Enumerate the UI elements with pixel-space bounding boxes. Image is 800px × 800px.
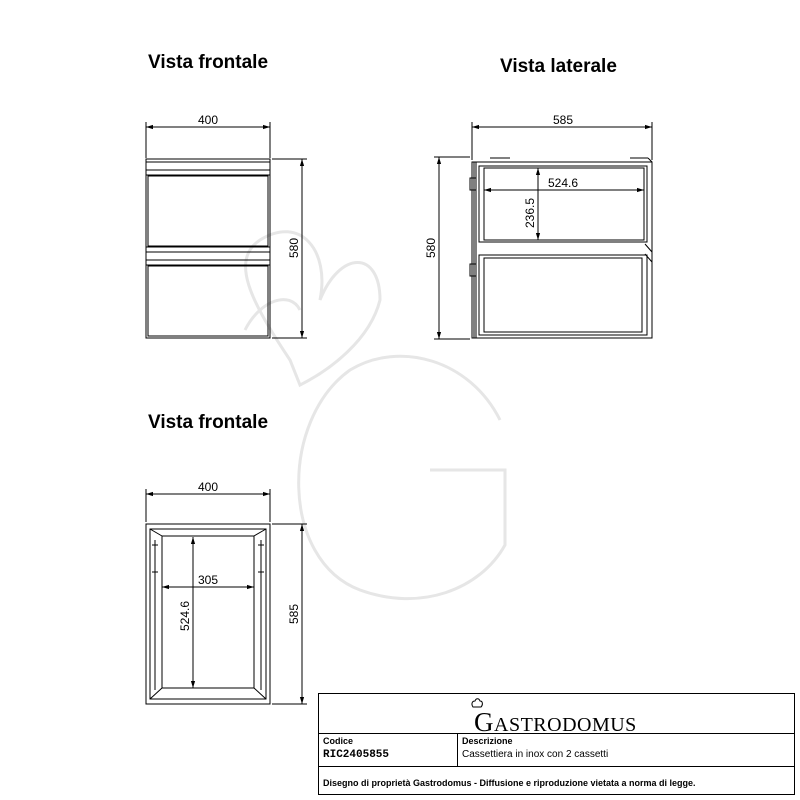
side-inner-height-label: 236.5 bbox=[523, 197, 537, 229]
front-top-height-label: 580 bbox=[287, 237, 301, 259]
front-view-top bbox=[146, 122, 307, 338]
front-bottom-inner-depth-label: 524.6 bbox=[178, 600, 192, 632]
front-view-bottom bbox=[146, 489, 307, 704]
description-label: Descrizione bbox=[462, 736, 513, 746]
watermark-logo bbox=[245, 232, 505, 599]
description-value: Cassettiera in inox con 2 cassetti bbox=[462, 749, 609, 760]
front-bottom-cabinet-outline bbox=[146, 524, 270, 704]
side-depth-label: 585 bbox=[552, 113, 574, 127]
side-height-label: 580 bbox=[424, 237, 438, 259]
front-top-drawer-2 bbox=[148, 266, 268, 336]
side-drawer-2 bbox=[479, 255, 647, 335]
front-bottom-width-label: 400 bbox=[197, 480, 219, 494]
description-cell bbox=[458, 733, 794, 766]
front-bottom-inner-width-label: 305 bbox=[197, 573, 219, 587]
title-block-info-row bbox=[319, 733, 794, 767]
front-top-drawer-1 bbox=[148, 176, 268, 246]
front-top-width-label: 400 bbox=[197, 113, 219, 127]
code-label: Codice bbox=[323, 736, 354, 746]
front-bottom-height-label: 585 bbox=[287, 603, 301, 625]
title-block bbox=[318, 693, 795, 795]
front-view-bottom-title: Vista frontale bbox=[148, 412, 269, 433]
code-cell bbox=[319, 733, 458, 766]
code-value: RIC2405855 bbox=[323, 749, 390, 761]
brand-logo: GASTRODOMUS bbox=[474, 707, 637, 737]
side-view bbox=[434, 122, 652, 339]
front-view-top-title: Vista frontale bbox=[148, 52, 269, 73]
ownership-notice: Disegno di proprietà Gastrodomus - Diffusione e riproduzione vietata a norma di legge. bbox=[323, 778, 696, 788]
title-block-logo-row bbox=[319, 694, 794, 737]
side-view-title: Vista laterale bbox=[500, 56, 617, 77]
side-inner-depth-label: 524.6 bbox=[547, 176, 579, 190]
front-bottom-inner-drawer bbox=[162, 536, 254, 688]
